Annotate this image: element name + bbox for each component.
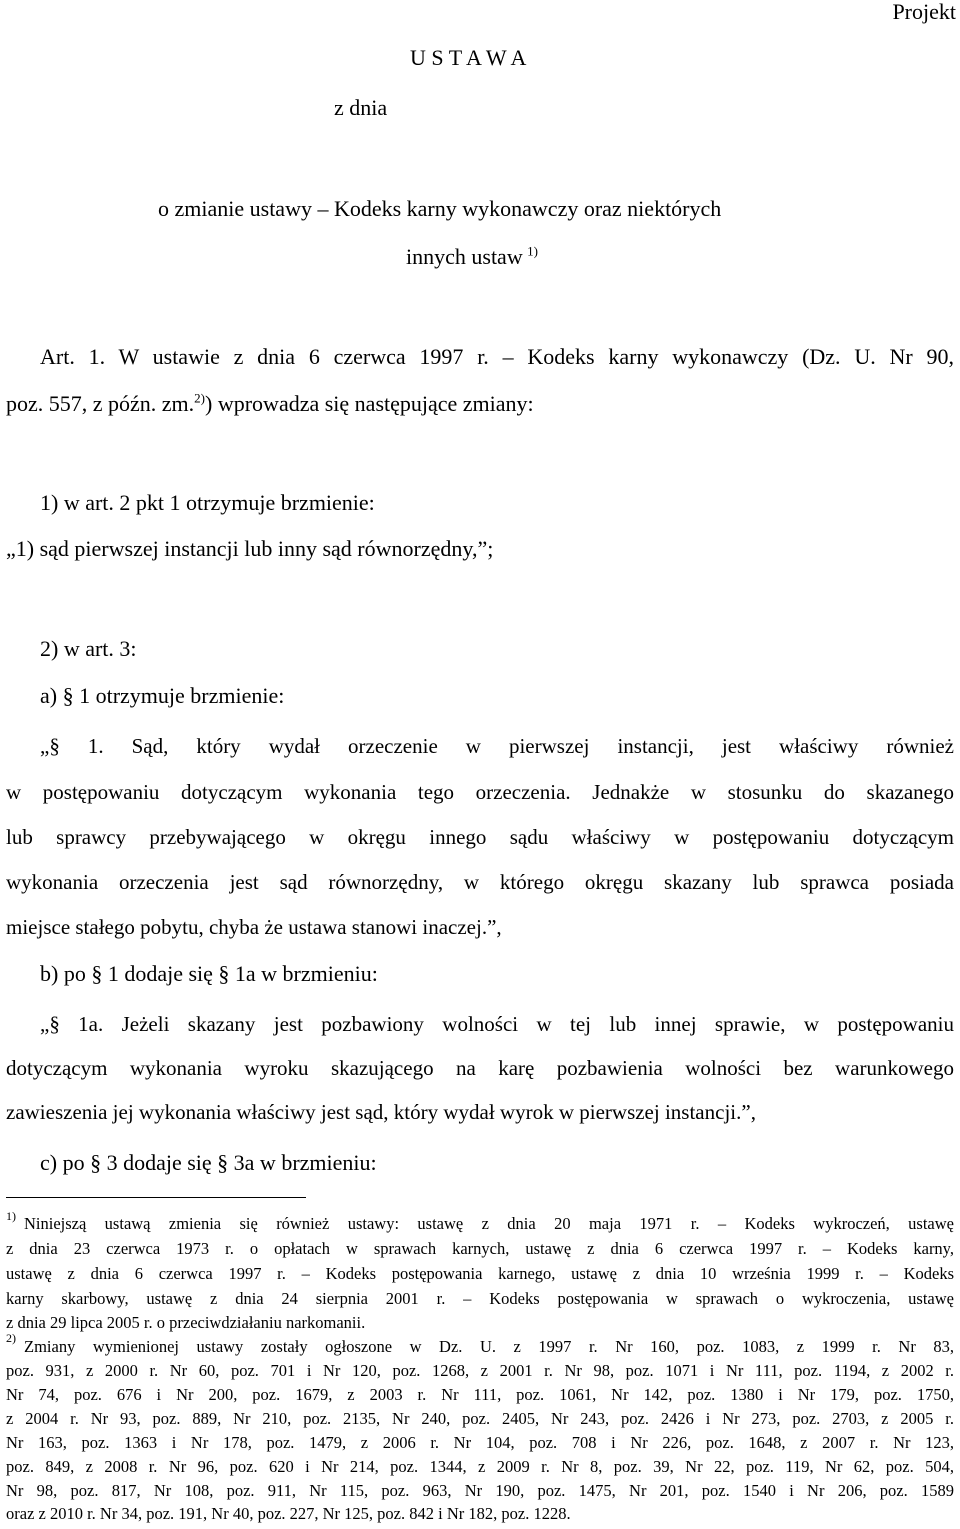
footnote-ref-2[interactable]: 2) [194, 390, 206, 406]
act-subject-line1: o zmianie ustawy – Kodeks karny wykonawczy oraz niektórych [158, 196, 722, 221]
item-2a-heading: a) § 1 otrzymuje brzmienie: [40, 683, 285, 708]
footnote-2-line: Zmiany wymienionej ustawy zostały ogłoszone w Dz. U. z 1997 r. Nr 160, poz. 1083, z 1999 r. Nr 83, [24, 1337, 954, 1356]
item-2-heading: 2) w art. 3: [40, 636, 137, 661]
footnote-1-line: Niniejszą ustawą zmienia się również ustawy: ustawę z dnia 20 maja 1971 r. – Kodeks wykroczeń, ustawę [24, 1214, 954, 1233]
footnote-2-line: oraz z 2010 r. Nr 34, poz. 191, Nr 40, poz. 227, Nr 125, poz. 842 i Nr 182, poz. 1228. [6, 1504, 571, 1523]
item-2a-line: miejsce stałego pobytu, chyba że ustawa stanowi inaczej.”, [6, 915, 502, 939]
item-2a-line: „§ 1. Sąd, który wydał orzeczenie w pierwszej instancji, jest właściwy również [40, 734, 954, 758]
footnote-2-line: poz. 849, z 2008 r. Nr 96, poz. 620 i Nr 214, poz. 1344, z 2009 r. Nr 8, poz. 39, Nr 22, poz. 119, Nr 62, poz. 504, [6, 1457, 954, 1476]
item-2b-line: „§ 1a. Jeżeli skazany jest pozbawiony wolności w tej lub innej sprawie, w postępowaniu [40, 1012, 954, 1036]
footnote-2-line: z 2004 r. Nr 93, poz. 889, Nr 210, poz. 2135, Nr 240, poz. 2405, Nr 243, poz. 2426 i Nr 273, poz. 2703, z 2005 r. [6, 1409, 954, 1428]
art1-line2: poz. 557, z późn. zm.$^{2)}$) wprowadza się następujące zmiany: [6, 390, 534, 416]
projekt-label: Projekt [892, 0, 956, 24]
item-2c-heading: c) po § 3 dodaje się § 3a w brzmieniu: [40, 1150, 377, 1175]
footnote-2-mark: 2) [6, 1331, 16, 1345]
item-2b-line: dotyczącym wykonania wyroku skazującego na karę pozbawienia wolności bez warunkowego [6, 1056, 954, 1080]
footnote-2-line: Nr 74, poz. 676 i Nr 200, poz. 1679, z 2003 r. Nr 111, poz. 1061, Nr 142, poz. 1380 i Nr 179, poz. 1750, [6, 1385, 954, 1404]
footnote-1-line: z dnia 29 lipca 2005 r. o przeciwdziałaniu narkomanii. [6, 1313, 366, 1332]
item-1-heading: 1) w art. 2 pkt 1 otrzymuje brzmienie: [40, 490, 375, 515]
footnote-ref-1[interactable]: 1) [527, 243, 538, 259]
item-2a-line: lub sprawcy przebywającego w okręgu innego sądu właściwy w postępowaniu dotyczącym [6, 825, 954, 849]
item-1-text: „1) sąd pierwszej instancji lub inny sąd równorzędny,”; [6, 536, 494, 561]
footnote-1-mark: 1) [6, 1209, 16, 1223]
item-2a-line: wykonania orzeczenia jest sąd równorzędny, w którego okręgu skazany lub sprawca posiada [6, 870, 954, 894]
footnote-1-line: z dnia 23 czerwca 1973 r. o opłatach w sprawach karnych, ustawę z dnia 6 czerwca 1997 r. – Kodeks karny, [6, 1239, 954, 1258]
footnote-2-line: poz. 931, z 2000 r. Nr 60, poz. 701 i Nr 120, poz. 1268, z 2001 r. Nr 98, poz. 1071 i Nr 111, poz. 1194, z 2002 r. [6, 1361, 954, 1380]
act-date: z dnia [334, 95, 388, 120]
footnote-2-line: Nr 98, poz. 817, Nr 108, poz. 911, Nr 115, poz. 963, Nr 190, poz. 1475, Nr 201, poz. 1540 i Nr 206, poz. 1589 [6, 1481, 954, 1500]
art1-line1: Art. 1. W ustawie z dnia 6 czerwca 1997 r. – Kodeks karny wykonawczy (Dz. U. Nr 90, [40, 344, 954, 369]
item-2b-heading: b) po § 1 dodaje się § 1a w brzmieniu: [40, 961, 378, 986]
item-2b-line: zawieszenia jej wykonania właściwy jest sąd, który wydał wyrok w pierwszej instancji.”, [6, 1100, 756, 1124]
footnote-2-line: Nr 163, poz. 1363 i Nr 178, poz. 1479, z 2006 r. Nr 104, poz. 708 i Nr 226, poz. 1648, z 2007 r. Nr 123, [6, 1433, 954, 1452]
footnote-1-line: ustawę z dnia 6 czerwca 1997 r. – Kodeks postępowania karnego, ustawę z dnia 10 września 1999 r. – Kodeks [6, 1264, 954, 1283]
act-subject-text: innych ustaw [406, 244, 523, 269]
act-subject-line2 [406, 243, 538, 271]
item-2a-line: w postępowaniu dotyczącym wykonania tego orzeczenia. Jednakże w stosunku do skazanego [6, 780, 954, 804]
act-title: U S T A W A [410, 45, 527, 70]
footnote-1-line: karny skarbowy, ustawę z dnia 24 sierpnia 2001 r. – Kodeks postępowania w sprawach o wykroczenia, ustawę [6, 1289, 954, 1308]
footnote-separator [6, 1197, 306, 1198]
